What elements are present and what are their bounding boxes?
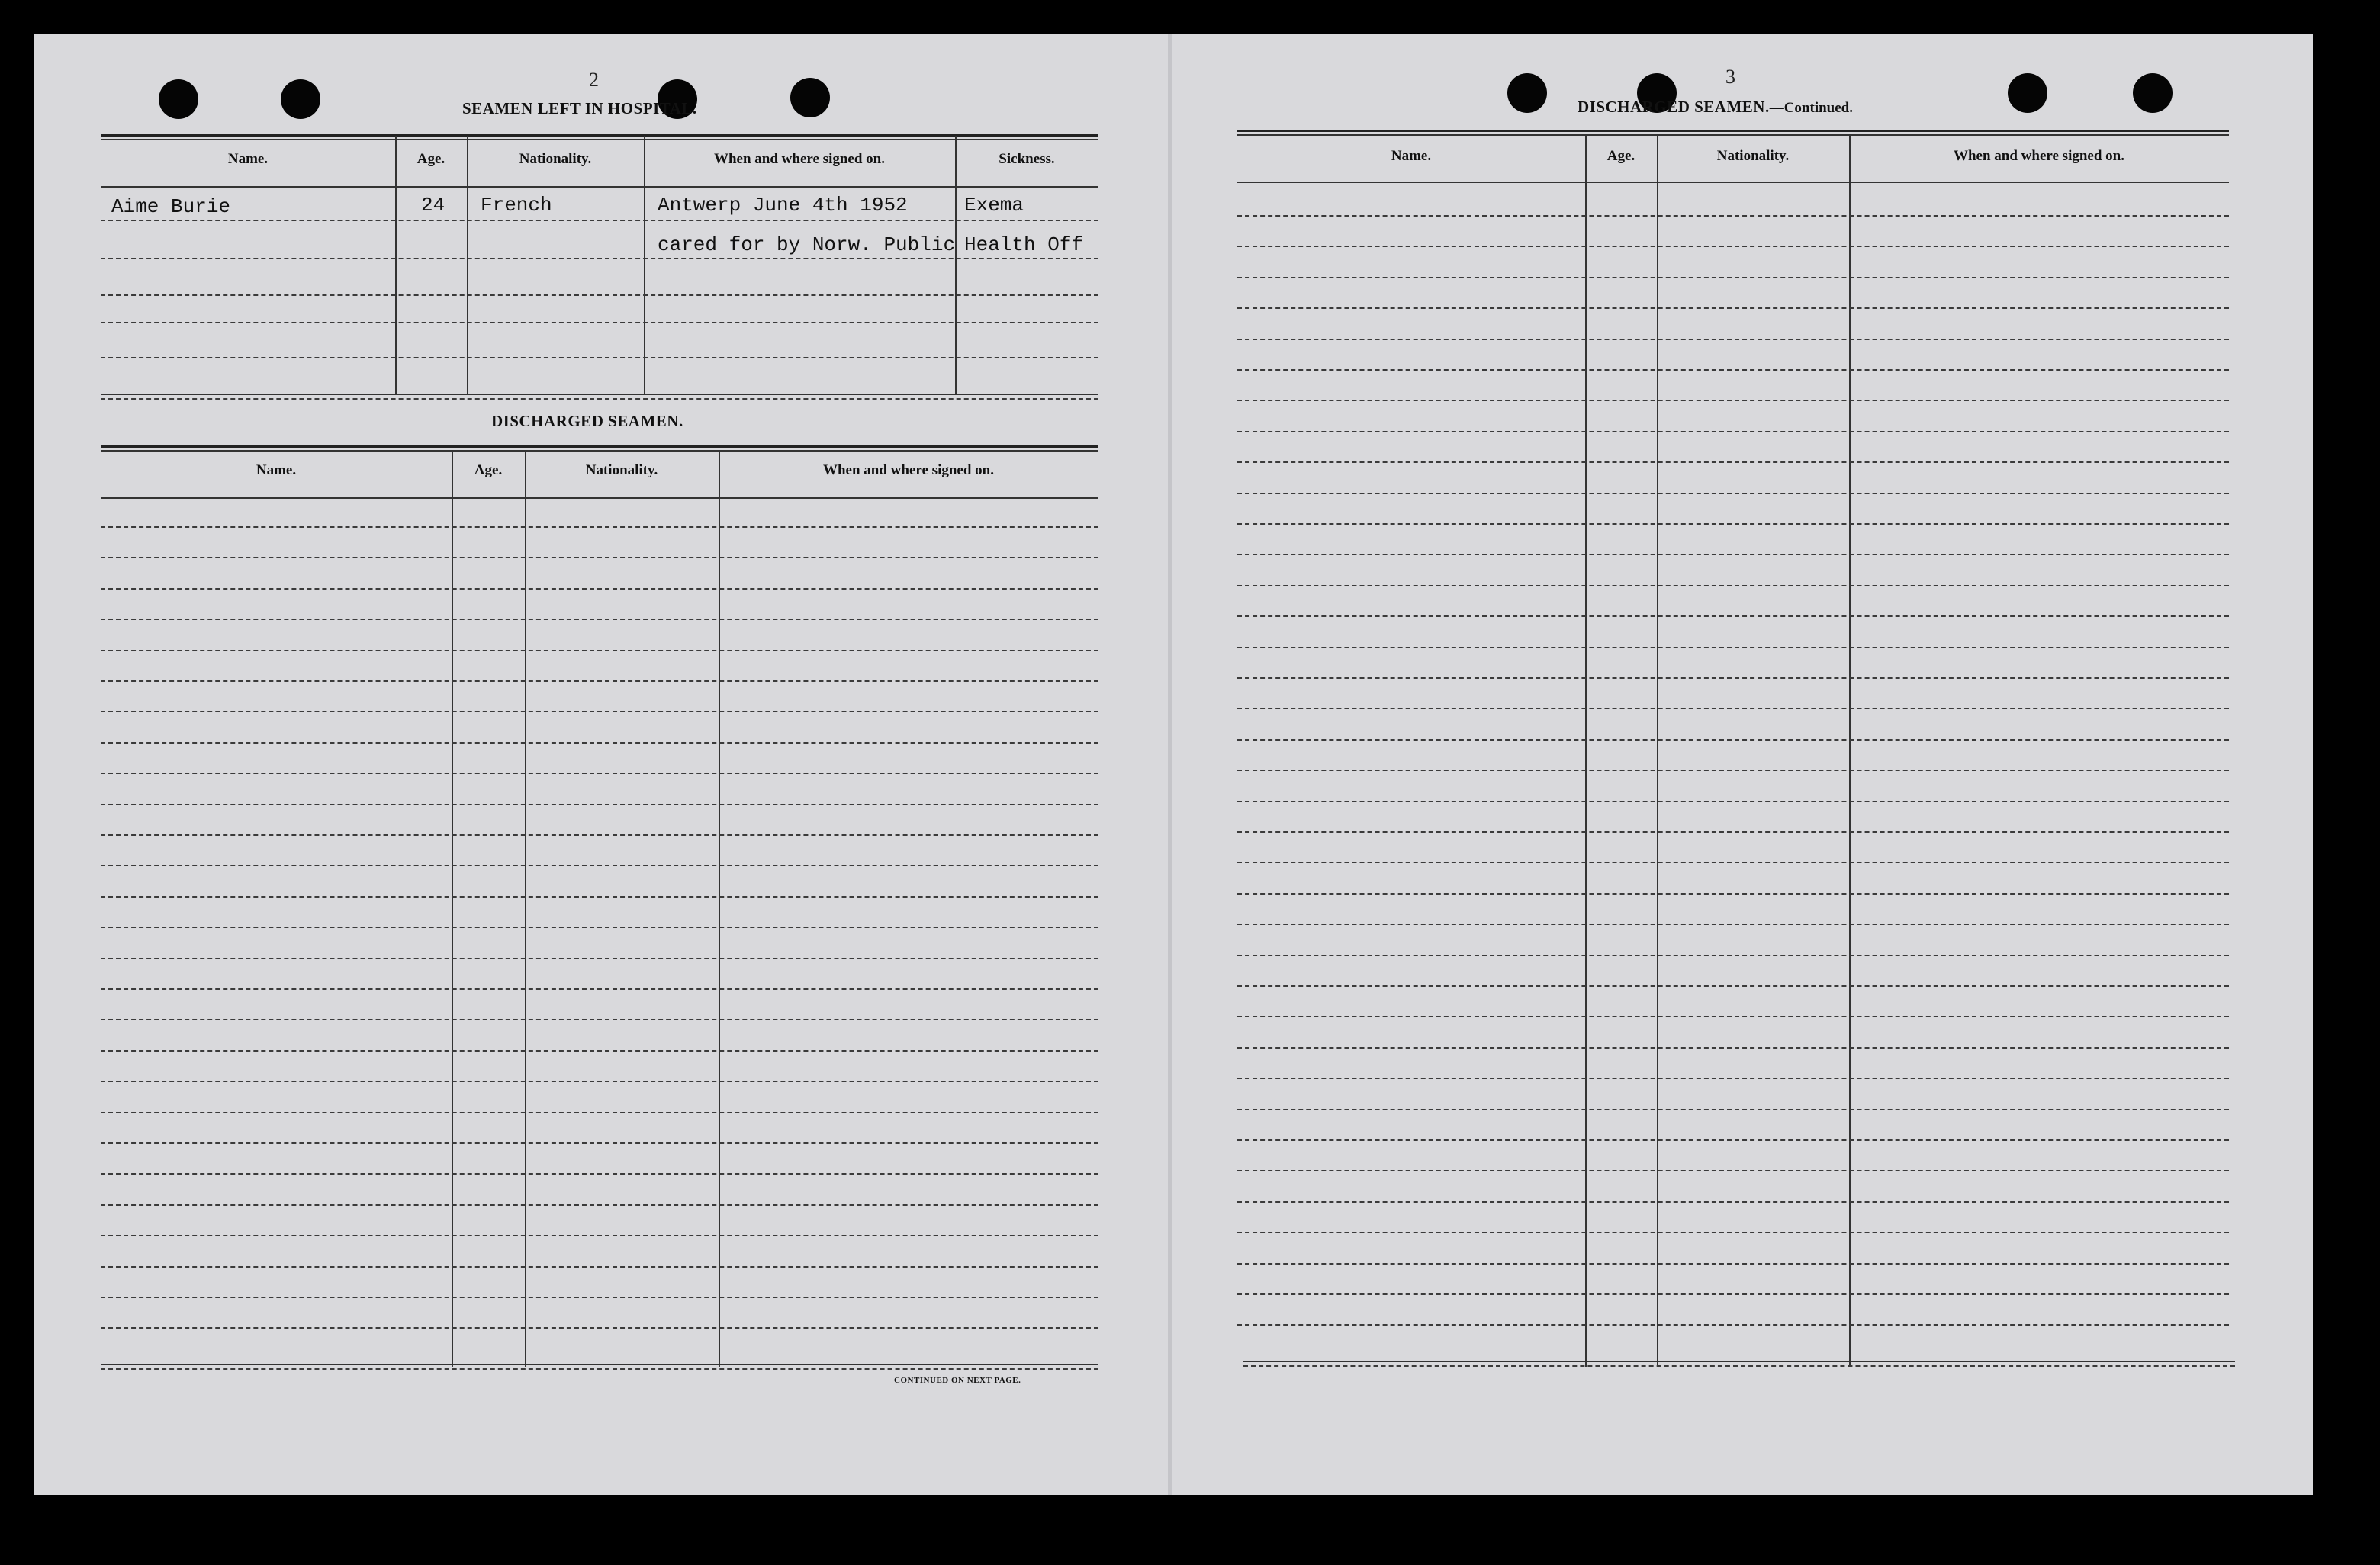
table-rule bbox=[1237, 130, 2229, 132]
table-rule bbox=[101, 186, 1098, 188]
row-line bbox=[101, 294, 1098, 296]
row-line bbox=[101, 865, 1098, 866]
row-line bbox=[1237, 246, 2229, 247]
row-line bbox=[1237, 924, 2229, 925]
table-rule bbox=[101, 1368, 1098, 1370]
hospital-row-signed-on: cared for by Norw. Public bbox=[658, 233, 956, 256]
column-header-signed-on: When and where signed on. bbox=[713, 151, 885, 167]
row-line bbox=[101, 357, 1098, 358]
row-line bbox=[101, 1297, 1098, 1298]
punch-hole bbox=[790, 78, 830, 117]
row-line bbox=[1237, 1047, 2229, 1049]
table-rule bbox=[1243, 1365, 2235, 1367]
table-rule bbox=[101, 445, 1098, 448]
column-header-signed-on: When and where signed on. bbox=[822, 462, 994, 478]
punch-hole bbox=[1507, 73, 1547, 113]
row-line bbox=[1237, 1109, 2229, 1110]
row-line bbox=[1237, 647, 2229, 648]
row-line bbox=[1237, 277, 2229, 278]
row-line bbox=[1237, 369, 2229, 371]
discharged-continued-title bbox=[1578, 98, 1853, 117]
row-line bbox=[1237, 739, 2229, 741]
row-line bbox=[1237, 554, 2229, 555]
hospital-row-sickness: Health Off bbox=[964, 233, 1084, 256]
row-line bbox=[1237, 1170, 2229, 1171]
hospital-row-sickness: Exema bbox=[964, 194, 1024, 217]
row-line bbox=[101, 258, 1098, 259]
column-header-age: Age. bbox=[416, 151, 445, 167]
row-line bbox=[1237, 1263, 2229, 1265]
row-line bbox=[1237, 1232, 2229, 1233]
hospital-row-nationality: French bbox=[481, 194, 552, 217]
table-rule bbox=[1237, 134, 2229, 136]
table-rule bbox=[101, 1364, 1098, 1365]
column-divider bbox=[1585, 136, 1587, 1367]
row-line bbox=[1237, 831, 2229, 833]
discharged-section-title: DISCHARGED SEAMEN. bbox=[491, 412, 683, 430]
row-line bbox=[1237, 708, 2229, 709]
row-line bbox=[101, 1019, 1098, 1020]
page-fold bbox=[1168, 34, 1172, 1495]
row-line bbox=[1237, 1293, 2229, 1295]
table-rule bbox=[101, 134, 1098, 137]
column-divider bbox=[1657, 136, 1658, 1367]
row-line bbox=[101, 958, 1098, 959]
column-header-signed-on: When and where signed on. bbox=[1953, 148, 2124, 164]
row-line bbox=[101, 619, 1098, 620]
column-header-name: Name. bbox=[227, 151, 269, 167]
row-line bbox=[1237, 801, 2229, 802]
row-line bbox=[1237, 523, 2229, 525]
column-divider bbox=[467, 136, 468, 395]
row-line bbox=[1237, 585, 2229, 586]
column-divider bbox=[1849, 136, 1851, 1367]
column-divider bbox=[395, 136, 397, 395]
row-line bbox=[1237, 1016, 2229, 1017]
row-line bbox=[101, 988, 1098, 990]
row-line bbox=[101, 1142, 1098, 1144]
row-line bbox=[101, 834, 1098, 836]
table-rule bbox=[1237, 182, 2229, 183]
row-line bbox=[1237, 1324, 2229, 1326]
row-line bbox=[101, 773, 1098, 774]
row-line bbox=[101, 1050, 1098, 1052]
continued-note: CONTINUED ON NEXT PAGE. bbox=[894, 1376, 1021, 1385]
row-line bbox=[1237, 307, 2229, 309]
row-line bbox=[101, 1081, 1098, 1082]
row-line bbox=[101, 742, 1098, 744]
table-rule bbox=[101, 450, 1098, 452]
page-number: 2 bbox=[589, 69, 599, 91]
row-line bbox=[101, 1235, 1098, 1236]
table-rule bbox=[101, 139, 1098, 140]
column-header-name: Name. bbox=[256, 462, 297, 478]
row-line bbox=[1237, 862, 2229, 863]
row-line bbox=[101, 927, 1098, 928]
table-rule bbox=[101, 398, 1098, 400]
row-line bbox=[1237, 770, 2229, 771]
row-line bbox=[1237, 461, 2229, 463]
row-line bbox=[1237, 1078, 2229, 1079]
row-line bbox=[101, 1112, 1098, 1113]
row-line bbox=[101, 1204, 1098, 1206]
row-line bbox=[101, 526, 1098, 528]
row-line bbox=[1237, 215, 2229, 217]
hospital-row-signed-on: Antwerp June 4th 1952 bbox=[658, 194, 908, 217]
row-line bbox=[1237, 955, 2229, 956]
title-main: DISCHARGED SEAMEN. bbox=[1578, 98, 1770, 116]
row-line bbox=[101, 588, 1098, 590]
row-line bbox=[101, 220, 1098, 221]
table-rule bbox=[101, 497, 1098, 499]
row-line bbox=[101, 711, 1098, 712]
row-line bbox=[101, 1266, 1098, 1268]
column-header-nationality: Nationality. bbox=[585, 462, 658, 478]
column-header-name: Name. bbox=[1391, 148, 1432, 164]
column-divider bbox=[955, 136, 957, 395]
row-line bbox=[1237, 1139, 2229, 1141]
row-line bbox=[1237, 339, 2229, 340]
row-line bbox=[101, 650, 1098, 651]
row-line bbox=[1237, 431, 2229, 432]
row-line bbox=[101, 322, 1098, 323]
title-continued: —Continued. bbox=[1769, 100, 1853, 116]
row-line bbox=[101, 680, 1098, 682]
row-line bbox=[101, 804, 1098, 805]
row-line bbox=[1237, 985, 2229, 987]
row-line bbox=[1237, 615, 2229, 617]
row-line bbox=[101, 557, 1098, 558]
column-header-sickness: Sickness. bbox=[999, 151, 1055, 167]
punch-hole bbox=[159, 79, 198, 119]
column-divider bbox=[644, 136, 645, 395]
column-header-age: Age. bbox=[1606, 148, 1635, 164]
page-number: 3 bbox=[1726, 66, 1735, 88]
row-line bbox=[101, 1173, 1098, 1175]
column-header-age: Age. bbox=[474, 462, 503, 478]
column-header-nationality: Nationality. bbox=[519, 151, 592, 167]
punch-hole bbox=[2008, 73, 2047, 113]
hospital-section-title: SEAMEN LEFT IN HOSPITAL. bbox=[462, 99, 697, 117]
row-line bbox=[1237, 1201, 2229, 1203]
row-line bbox=[1237, 493, 2229, 494]
table-rule bbox=[1243, 1361, 2235, 1362]
row-line bbox=[1237, 677, 2229, 679]
row-line bbox=[101, 1327, 1098, 1329]
column-header-nationality: Nationality. bbox=[1716, 148, 1790, 164]
document-sheet bbox=[34, 34, 2313, 1495]
table-rule bbox=[101, 394, 1098, 395]
punch-hole bbox=[281, 79, 320, 119]
hospital-row-age: 24 bbox=[421, 194, 445, 217]
hospital-row-name: Aime Burie bbox=[111, 195, 231, 218]
row-line bbox=[1237, 893, 2229, 895]
row-line bbox=[101, 896, 1098, 898]
row-line bbox=[1237, 400, 2229, 401]
punch-hole bbox=[2133, 73, 2173, 113]
